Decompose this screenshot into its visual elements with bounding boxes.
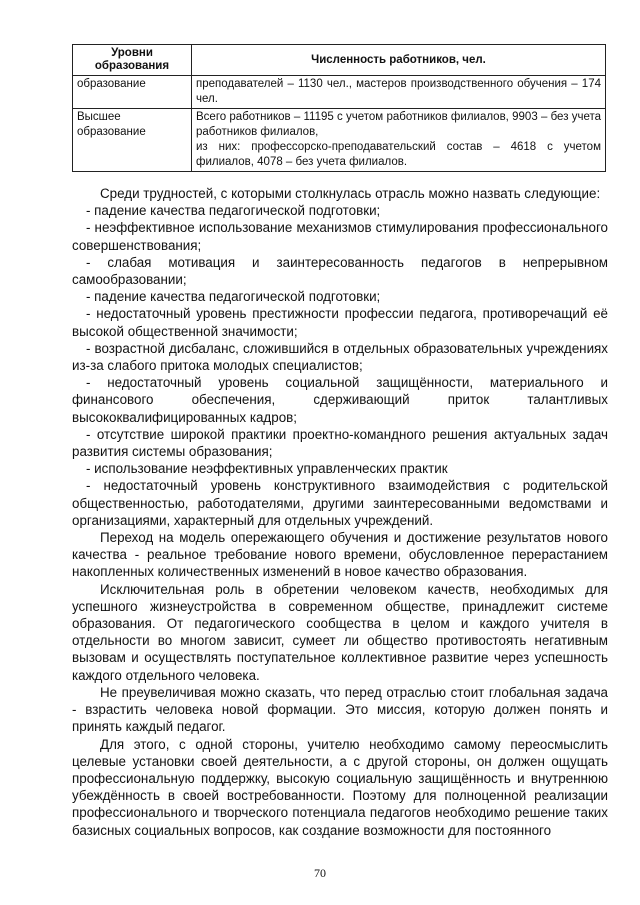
list-item: - возрастной дисбаланс, сложившийся в отдельных образовательных учреждениях из-за слабого притока молодых специалистов; — [72, 340, 608, 374]
column-header-count: Численность работников, чел. — [192, 45, 606, 76]
column-header-level: Уровни образования — [73, 45, 192, 76]
list-item: - слабая мотивация и заинтересованность педагогов в непрерывном самообразовании; — [72, 254, 608, 288]
paragraph: Среди трудностей, с которыми столкнулась отрасль можно назвать следующие: — [100, 186, 601, 201]
body-text — [72, 185, 608, 839]
cell-line: из них: профессорско-преподавательский состав – 4618 с учетом филиалов, 4078 – без учета филиалов. — [196, 141, 601, 168]
cell-line: Всего работников – 11195 с учетом работников филиалов, 9903 – без учета работников филиалов, — [196, 111, 601, 138]
table-row — [73, 109, 606, 172]
list-item: - падение качества педагогической подготовки; — [86, 289, 381, 305]
paragraph: Для этого, с одной стороны, учителю необходимо самому переосмыслить целевые установки своей деятельности, а с другой стороны, он должен ощущать профессиональную поддержку, высокую социальную защищённость и внутреннюю убеждённость в своей востребованности. Поэтому для полноценной реализации профессионального и творческого потенциала педагогов необходимо решение таких базисных социальных вопросов, как создание возможности для постоянного — [72, 736, 608, 838]
education-staff-table — [72, 44, 606, 172]
list-item: - падение качества педагогической подготовки; — [86, 203, 381, 219]
table-cell-level: образование — [73, 76, 192, 109]
paragraph: Переход на модель опережающего обучения и достижение результатов нового качества - реальное требование нового времени, обусловленное перерастанием накопленных количественных изменений в новое качество образования. — [72, 530, 608, 580]
list-item: - недостаточный уровень социальной защищённости, материального и финансового обеспечения, сдерживающий приток талантливых высококвалифицированных кадров; — [72, 375, 608, 425]
list-item: - недостаточный уровень конструктивного взаимодействия с родительской общественностью, работодателями, другими заинтересованными ведомствами и организациями, характерный для отдельных учреждений. — [72, 478, 608, 528]
list-item: - использование неэффективных управленческих практик — [86, 461, 448, 477]
paragraph: Не преувеличивая можно сказать, что перед отраслью стоит глобальная задача - взрастить человека новой формации. Это миссия, которую должен понять и принять каждый педагог. — [72, 684, 608, 735]
list-item: - недостаточный уровень престижности профессии педагога, противоречащий её высокой общественной значимости; — [72, 306, 608, 339]
table-row — [73, 76, 606, 109]
paragraph: Исключительная роль в обретении человеком качеств, необходимых для успешного жизнеустройства в современном обществе, принадлежит системе образования. От педагогического сообщества в целом и каждого учителя в отдельности во многом зависит, сумеет ли общество противостоять негативным вызовам и осуществлять поступательное коллективное развитие через успешность каждого отдельного человека. — [72, 581, 608, 683]
page-number: 70 — [314, 866, 326, 880]
cell-line: преподавателей – 1130 чел., мастеров производственного обучения – 174 чел. — [196, 78, 601, 105]
table-cell-level: Высшее образование — [73, 109, 192, 172]
list-item: - неэффективное использование механизмов стимулирования профессионального совершенствования; — [72, 220, 608, 253]
table-cell-count — [192, 76, 606, 109]
table-cell-count — [192, 109, 606, 172]
table-header-row — [73, 45, 606, 76]
list-item: - отсутствие широкой практики проектно-командного решения актуальных задач развития системы образования; — [72, 426, 608, 460]
